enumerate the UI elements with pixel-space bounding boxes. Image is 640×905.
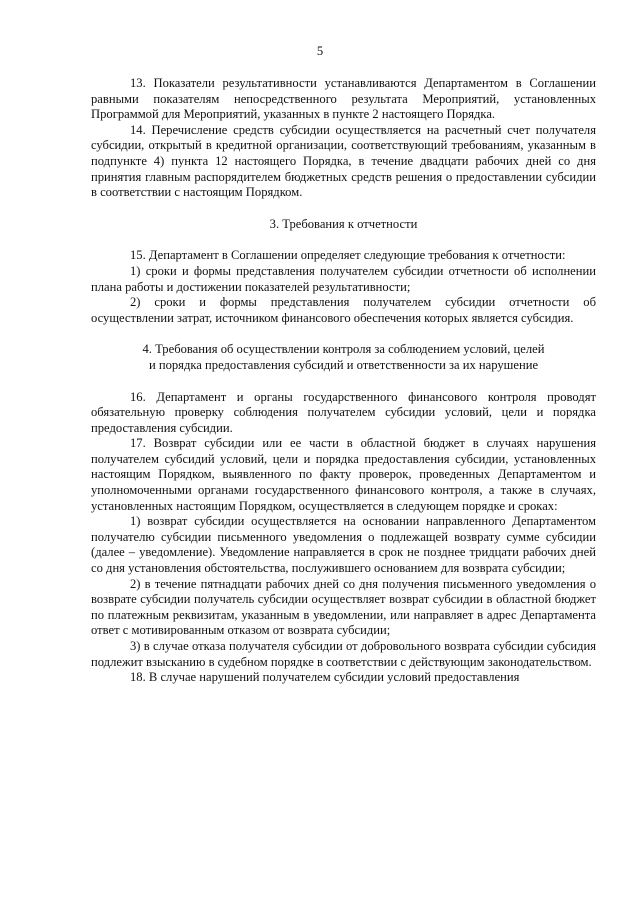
page-number: 5 xyxy=(316,44,324,58)
section-4-title-line-1: 4. Требования об осуществлении контроля за соблюдением условий, целей xyxy=(142,342,545,357)
paragraph-15-item-1: 1) сроки и формы представления получателем субсидии отчетности об исполнении плана работы и достижении показателей результативности; xyxy=(91,263,596,294)
paragraph-17: 17. Возврат субсидии или ее части в областной бюджет в случаях нарушения получателем субсидий условий, цели и порядка предоставления субсидии, установленных настоящим Порядком, выявленного по факту проверок, проведенных Департаментом и уполномоченными органами государственного финансового контроля, а также в случаях, установленных настоящим Порядком, осуществляется в следующем порядке и сроках: xyxy=(91,436,596,513)
page-content xyxy=(91,76,596,686)
section-3-title: 3. Требования к отчетности xyxy=(269,216,418,231)
paragraph-14: 14. Перечисление средств субсидии осуществляется на расчетный счет получателя субсидии, открытый в кредитной организации, соответствующий требованиям, указанным в подпункте 4) пункта 12 настоящего Порядка, в течение двадцати рабочих дней со дня принятия главным распорядителем бюджетных средств решения о предоставлении субсидии в соответствии с настоящим Порядком. xyxy=(91,122,596,200)
paragraph-18: 18. В случае нарушений получателем субсидии условий предоставления xyxy=(130,670,520,685)
paragraph-17-item-1: 1) возврат субсидии осуществляется на основании направленного Департаментом получателю субсидии письменного уведомления о подлежащей возврату сумме субсидии (далее – уведомление). Уведомление направляется в срок не позднее тридцати рабочих дней со дня установления обстоятельства, послужившего основанием для возврата субсидии; xyxy=(91,514,596,576)
paragraph-16: 16. Департамент и органы государственного финансового контроля проводят обязательную проверку соблюдения получателем субсидии условий, цели и порядка предоставления субсидии. xyxy=(91,389,596,435)
section-4-title-line-2: и порядка предоставления субсидий и ответственности за их нарушение xyxy=(148,357,539,372)
paragraph-17-item-2: 2) в течение пятнадцати рабочих дней со дня получения письменного уведомления о возврате субсидии получатель субсидии осуществляет возврат субсидии в областной бюджет по платежным реквизитам, указанным в уведомлении, или направляет в адрес Департамента ответ с мотивированным отказом от возврата субсидии; xyxy=(91,576,596,638)
paragraph-15-item-2: 2) сроки и формы представления получателем субсидии отчетности об осуществлении затрат, источником финансового обеспечения которых является субсидия. xyxy=(91,295,596,325)
paragraph-13: 13. Показатели результативности устанавливаются Департаментом в Соглашении равными показателям непосредственного результата Мероприятий, установленных Программой для Мероприятий, указанных в пункте 2 настоящего Порядка. xyxy=(91,76,596,122)
paragraph-15: 15. Департамент в Соглашении определяет следующие требования к отчетности: xyxy=(130,248,566,263)
paragraph-17-item-3: 3) в случае отказа получателя субсидии от добровольного возврата субсидии субсидия подлежит взысканию в судебном порядке в соответствии с действующим законодательством. xyxy=(91,639,596,669)
